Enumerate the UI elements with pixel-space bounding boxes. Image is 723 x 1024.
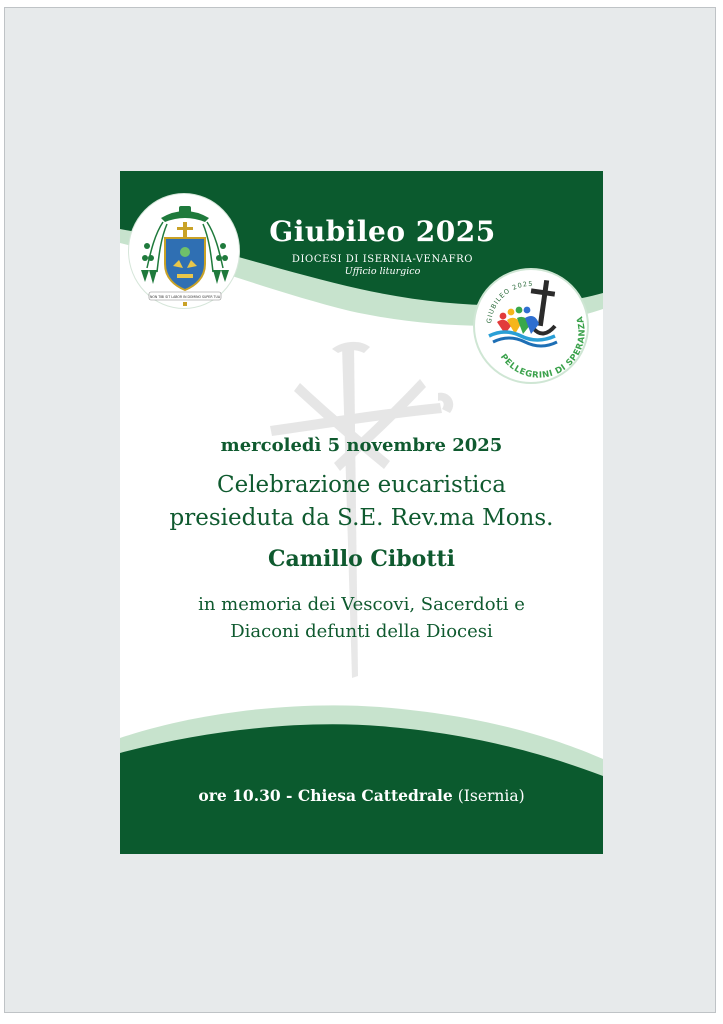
jubilee-logo-badge <box>473 268 589 384</box>
header-diocese: DIOCESI DI ISERNIA-VENAFRO <box>291 254 474 265</box>
celebrant-name: Camillo Cibotti <box>267 546 456 572</box>
celebration-text <box>120 469 603 535</box>
bishop-coat-of-arms-icon <box>129 194 241 310</box>
memoria-line-1: in memoria dei Vescovi, Sacerdoti e <box>198 594 525 615</box>
event-date: mercoledì 5 novembre 2025 <box>220 435 503 456</box>
jubilee-pilgrims-logo-icon <box>475 270 587 382</box>
footer-time-location: ore 10.30 - Chiesa Cattedrale <box>198 786 453 805</box>
poster <box>120 171 603 854</box>
celebration-line-2: presieduta da S.E. Rev.ma Mons. <box>169 505 554 531</box>
footer-city: (Isernia) <box>457 787 525 805</box>
memoria-text <box>120 591 603 645</box>
footer-time-place <box>120 785 603 807</box>
header-text-block <box>260 215 505 278</box>
coat-of-arms-badge <box>128 193 240 309</box>
jubilee-top-text: GIUBILEO 2025 <box>485 279 534 324</box>
memoria-line-2: Diaconi defunti della Diocesi <box>230 621 493 642</box>
celebration-line-1: Celebrazione eucaristica <box>216 472 507 498</box>
crest-motto: NON TIBI SIT LABOR IN DOMINO SUPER TUA <box>149 295 221 299</box>
header-title: Giubileo 2025 <box>269 215 496 248</box>
header-office: Ufficio liturgico <box>344 266 421 277</box>
jubilee-ring-text: PELLEGRINI DI SPERANZA <box>497 314 587 381</box>
svg-text:GIUBILEO 2025 <box>485 280 533 324</box>
